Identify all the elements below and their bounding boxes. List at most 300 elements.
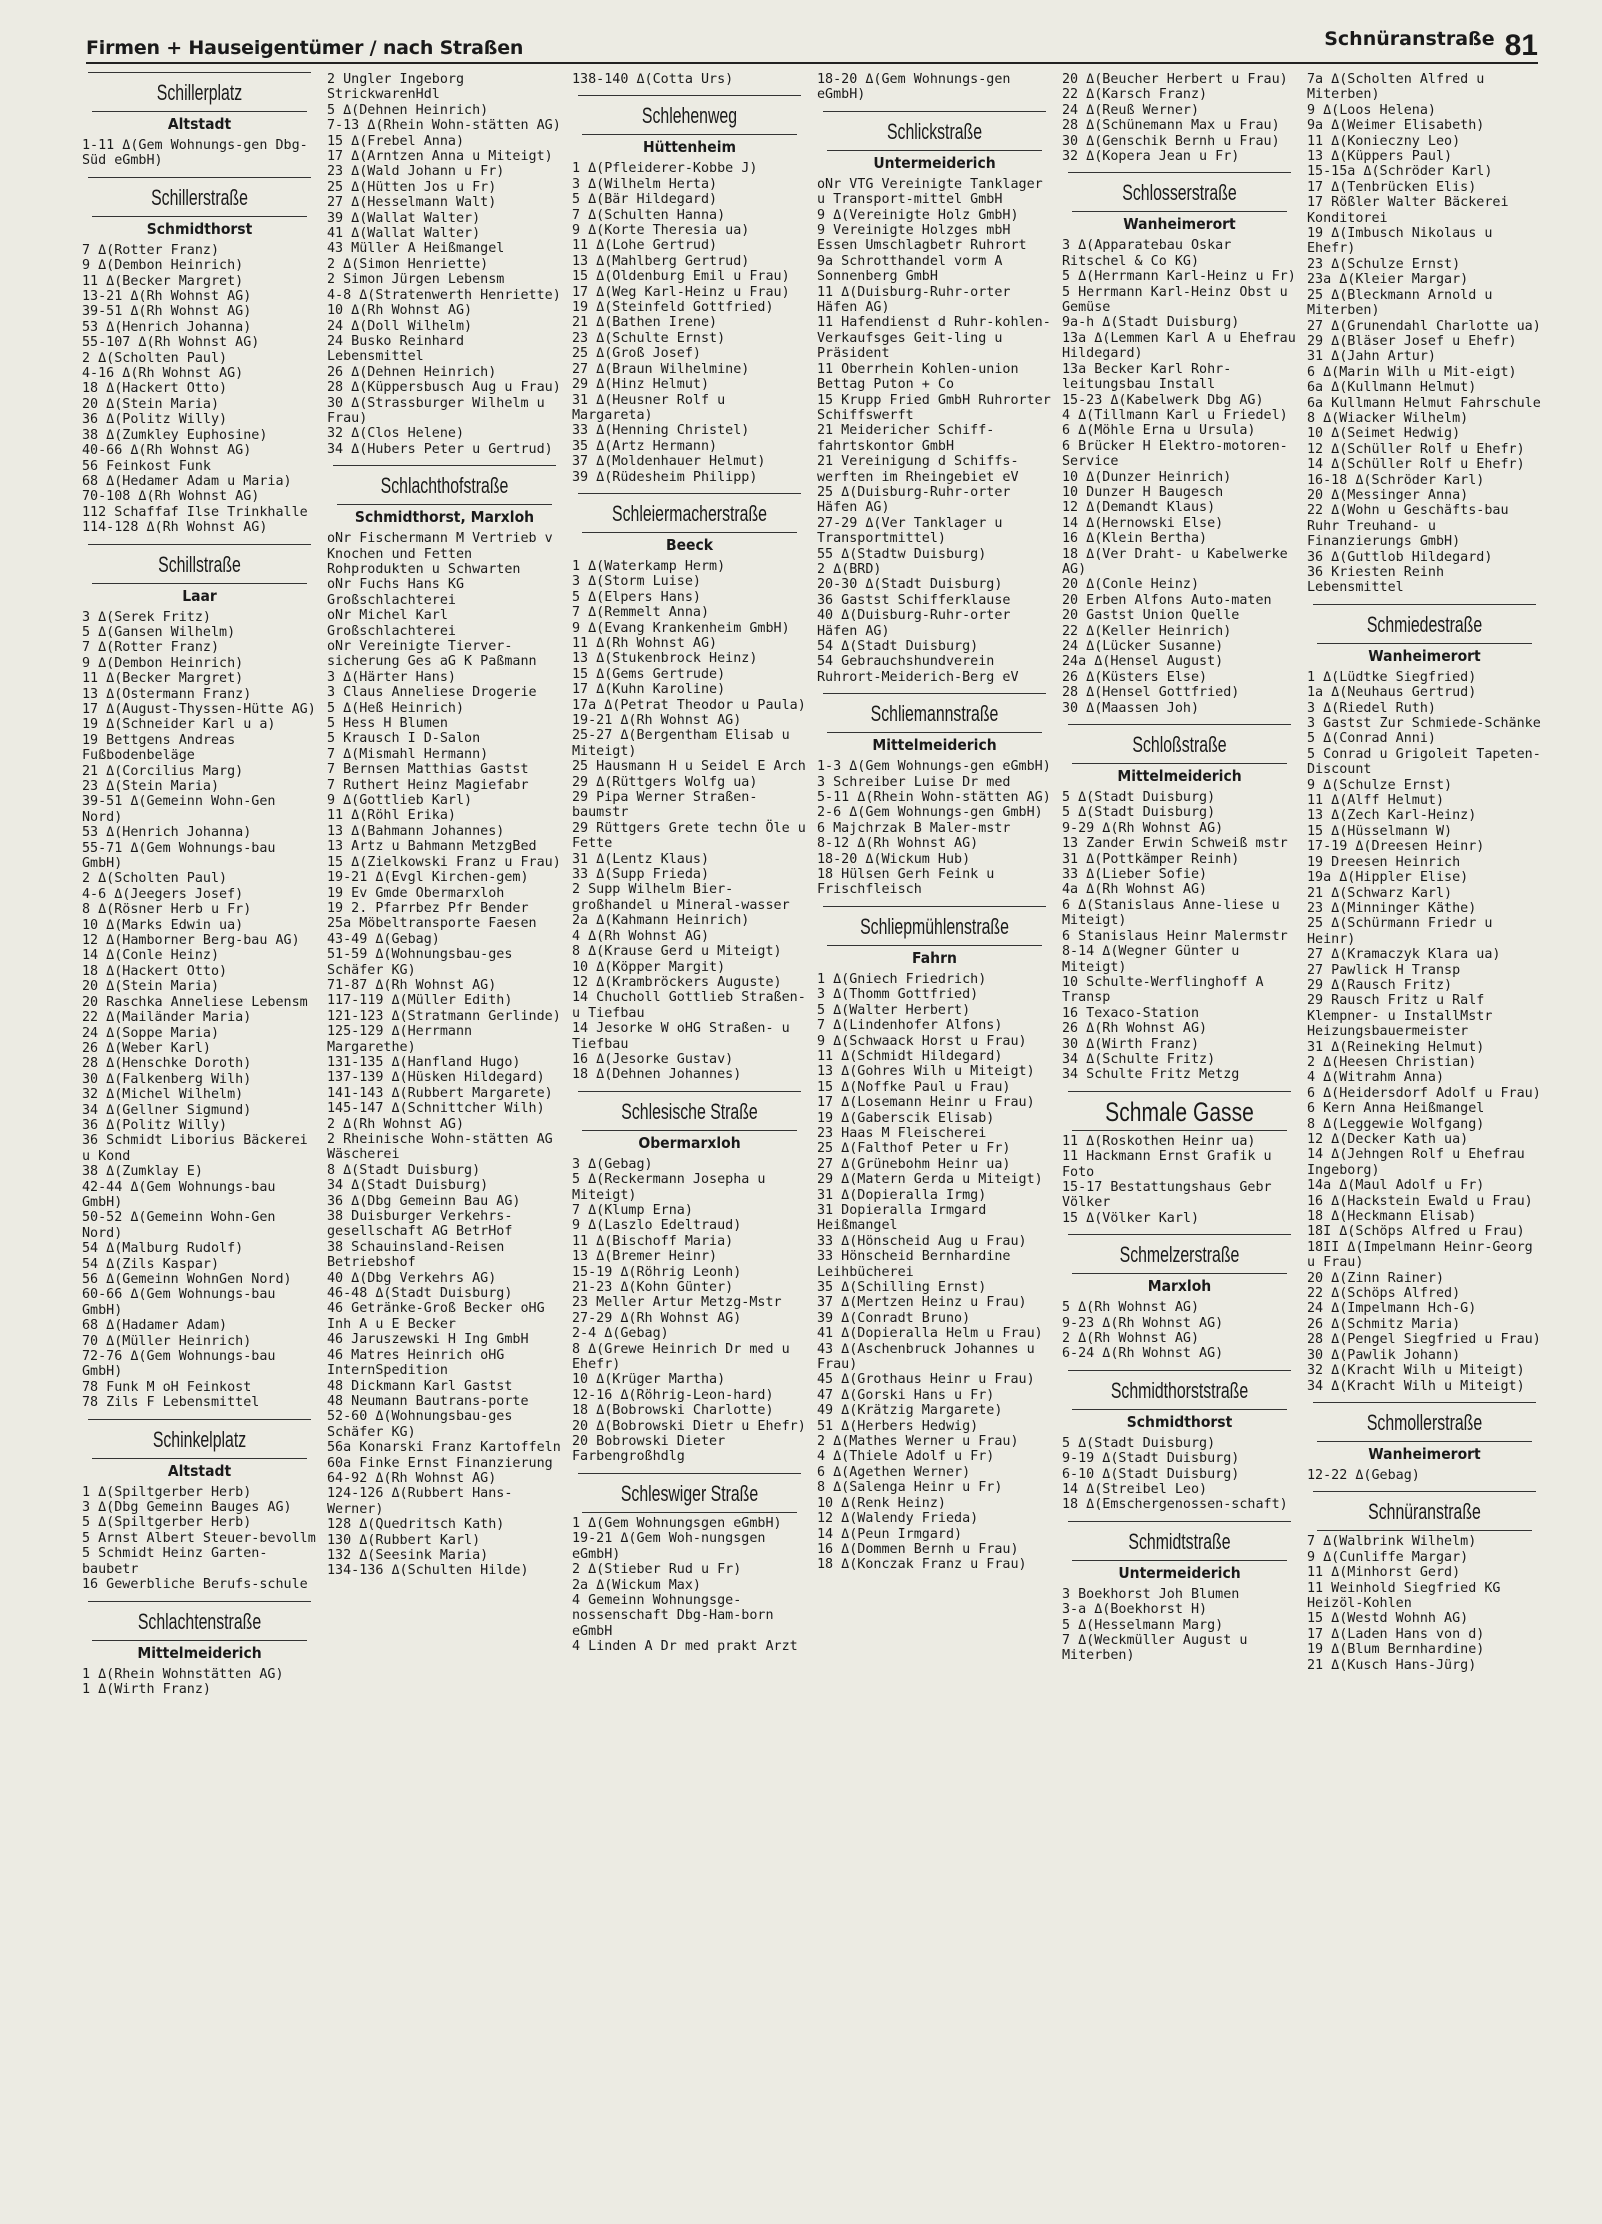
- entry: 4 Δ(Witrahm Anna): [1307, 1070, 1445, 1086]
- entry: 31 Δ(Lentz Klaus): [572, 851, 710, 867]
- entry: 13 Δ(Küppers Paul): [1307, 149, 1453, 165]
- entry-list: [1307, 1468, 1542, 1483]
- entry: 39 Δ(Rüdesheim Philipp): [572, 469, 758, 485]
- entry: 55 Δ(Stadtw Duisburg): [817, 546, 987, 562]
- entry: 29 Δ(Bläser Josef u Ehefr): [1307, 333, 1517, 349]
- entry: 12 Δ(Hamborner Berg-bau AG): [82, 933, 300, 949]
- entry: 56a Konarski Franz Kartoffeln: [327, 1440, 561, 1456]
- entry: 6 Δ(Möhle Erna u Ursula): [1062, 423, 1256, 439]
- entry: 3 Δ(Gebag): [572, 1156, 653, 1172]
- district-name: Fahrn: [912, 948, 957, 967]
- entry: 27-29 Δ(Ver Tanklager u Transportmittel): [817, 515, 1011, 547]
- entry: 24 Δ(Lücker Susanne): [1062, 639, 1224, 654]
- entry: 16-18 Δ(Schröder Karl): [1307, 472, 1485, 488]
- district-name: Altstadt: [167, 115, 232, 133]
- entry: 4 Gemeinn Wohnungsge-nossenschaft Dbg-Ham-born eGmbH: [572, 1592, 782, 1639]
- entry: 29 Pipa Werner Straßen-baumstr: [572, 790, 758, 821]
- entry: 137-139 Δ(Hüsken Hildegard): [327, 1070, 545, 1086]
- entry: 11 Δ(Becker Margret): [82, 273, 244, 289]
- entry: 9a-h Δ(Stadt Duisburg): [1062, 315, 1240, 331]
- entry-list: [1307, 72, 1542, 596]
- entry: 24 Busko Reinhard Lebensmittel: [327, 333, 473, 365]
- divider: [92, 1458, 307, 1459]
- entry: 7a Δ(Scholten Alfred u Miterben): [1307, 72, 1493, 103]
- entry: 72-76 Δ(Gem Wohnungs-bau GmbH): [82, 1349, 284, 1380]
- street-block: [572, 95, 807, 485]
- entry: 7 Δ(Remmelt Anna): [572, 605, 710, 621]
- entry: 121-123 Δ(Stratmann Gerlinde): [327, 1008, 561, 1024]
- entry: 19 Bettgens Andreas Fußbodenbeläge: [82, 732, 244, 764]
- entry: 10 Δ(Renk Heinz): [817, 1495, 946, 1511]
- entry: 34 Δ(Schulte Fritz): [1062, 1051, 1216, 1067]
- entry: 20 Gastst Union Quelle: [1062, 608, 1240, 624]
- entry: 9 Δ(Dembon Heinrich): [82, 655, 244, 671]
- street-block: [327, 72, 562, 457]
- entry: 37 Δ(Moldenhauer Helmut): [572, 454, 766, 470]
- entry: 7 Δ(Mismahl Hermann): [327, 746, 489, 762]
- street-name: Schmelzerstraße: [1119, 1242, 1240, 1268]
- entry: 11 Hafendienst d Ruhr-kohlen-Verkaufsges Geit-ling u Präsident: [817, 315, 1051, 362]
- entry: 60a Finke Ernst Finanzierung: [327, 1455, 553, 1471]
- entry: 9 Δ(Laszlo Edeltraud): [572, 1218, 742, 1234]
- entry: 7 Δ(Klump Erna): [572, 1202, 693, 1218]
- street-name: Schlosserstraße: [1122, 180, 1237, 206]
- entry: 34 Δ(Gellner Sigmund): [82, 1102, 252, 1118]
- entry: 34 Δ(Kracht Wilh u Miteigt): [1307, 1378, 1525, 1394]
- entry: 2 Rheinische Wohn-stätten AG Wäscherei: [327, 1132, 561, 1163]
- entry: 26 Δ(Küsters Else): [1062, 669, 1208, 685]
- entry: 20 Δ(Beucher Herbert u Frau): [1062, 72, 1288, 87]
- entry: 31 Dopieralla Irmgard Heißmangel: [817, 1202, 995, 1234]
- street-name: Schlachthofstraße: [380, 473, 509, 499]
- street-name: Schloßstraße: [1132, 732, 1227, 758]
- entry: 11 Weinhold Siegfried KG Heizöl-Kohlen: [1307, 1580, 1509, 1611]
- entry: 3-a Δ(Boekhorst H): [1062, 1602, 1208, 1618]
- header-right: [1324, 26, 1538, 62]
- entry-list: [1062, 1300, 1297, 1362]
- entry: 68 Δ(Hedamer Adam u Maria): [82, 473, 292, 489]
- entry: 2 Δ(Simon Henriette): [327, 256, 489, 272]
- entry: 9 Δ(Korte Theresia ua): [572, 223, 750, 239]
- entry: 18 Δ(Hackert Otto): [82, 381, 228, 397]
- entry: 70-108 Δ(Rh Wohnst AG): [82, 489, 260, 505]
- entry: 33 Δ(Hönscheid Aug u Frau): [817, 1233, 1027, 1249]
- entry: 8 Δ(Wiacker Wilhelm): [1307, 410, 1469, 426]
- entry: 15 Δ(Gems Gertrude): [572, 666, 726, 682]
- divider: [1317, 1530, 1532, 1531]
- entry: 22 Δ(Mailänder Maria): [82, 1010, 252, 1026]
- entry: 35 Δ(Schilling Ernst): [817, 1280, 987, 1295]
- entry: 14a Δ(Maul Adolf u Fr): [1307, 1178, 1485, 1194]
- entry: 24 Δ(Impelmann Hch-G): [1307, 1301, 1477, 1317]
- entry: 2 Δ(Heesen Christian): [1307, 1054, 1477, 1070]
- divider: [92, 216, 307, 217]
- divider: [1313, 1491, 1536, 1492]
- divider: [92, 1640, 307, 1641]
- entry-list: [82, 1485, 317, 1593]
- entry-list: [572, 558, 814, 1083]
- street-block: [1062, 1370, 1297, 1513]
- entry: 17-19 Δ(Dreesen Heinr): [1307, 839, 1485, 855]
- entry-list: [327, 72, 562, 457]
- entry: 20-30 Δ(Stadt Duisburg): [817, 577, 1003, 593]
- entry: 14 Δ(Peun Irmgard): [817, 1526, 963, 1542]
- entry: 17 Δ(Tenbrücken Elis): [1307, 179, 1477, 195]
- entry: 10 Dunzer H Baugesch: [1062, 484, 1224, 500]
- divider: [1317, 1441, 1532, 1442]
- entry: 22 Δ(Keller Heinrich): [1062, 623, 1232, 639]
- entry: 12 Δ(Decker Kath ua): [1307, 1132, 1469, 1147]
- entry: 38 Schauinsland-Reisen Betriebshof: [327, 1239, 513, 1271]
- entry: 2-6 Δ(Gem Wohnungs-gen GmbH): [817, 805, 1043, 821]
- district-name: Wanheimerort: [1368, 646, 1481, 665]
- entry: 6 Kern Anna Heißmangel: [1307, 1101, 1485, 1117]
- entry: 12 Δ(Krambröckers Auguste): [572, 974, 782, 990]
- entry: 9-19 Δ(Stadt Duisburg): [1062, 1451, 1240, 1467]
- entry: 10 Δ(Köpper Margit): [572, 959, 726, 975]
- entry: 23 Δ(Minninger Käthe): [1307, 900, 1477, 916]
- column-6: [1307, 70, 1542, 2210]
- entry: 9-29 Δ(Rh Wohnst AG): [1062, 820, 1224, 836]
- street-block: [327, 465, 562, 1579]
- street-block: [82, 544, 317, 1411]
- directory-columns: [82, 70, 1542, 2210]
- entry: 14 Δ(Streibel Leo): [1062, 1482, 1208, 1498]
- entry: 9 Δ(Schulze Ernst): [1307, 777, 1453, 793]
- entry: 5 Schmidt Heinz Garten-baubetr: [82, 1546, 268, 1577]
- divider: [578, 1091, 801, 1092]
- entry: 6 Δ(Marin Wilh u Mit-eigt): [1307, 364, 1517, 380]
- entry: 30 Δ(Strassburger Wilhelm u Frau): [327, 395, 553, 426]
- entry: 40 Δ(Duisburg-Ruhr-orter Häfen AG): [817, 608, 1019, 639]
- entry: 5-11 Δ(Rhein Wohn-stätten AG): [817, 790, 1051, 806]
- entry: 11 Δ(Bischoff Maria): [572, 1233, 734, 1249]
- entry: 6 Δ(Stanislaus Anne-liese u Miteigt): [1062, 897, 1288, 929]
- entry: 125-129 Δ(Herrmann Margarethe): [327, 1024, 481, 1055]
- entry: 30 Δ(Pawlik Johann): [1307, 1347, 1461, 1363]
- entry: 28 Δ(Pengel Siegfried u Frau): [1307, 1332, 1541, 1348]
- column-3: [572, 70, 814, 2210]
- entry: 117-119 Δ(Müller Edith): [327, 993, 513, 1009]
- entry: 19a Δ(Hippler Elise): [1307, 870, 1469, 886]
- entry: 36 Δ(Guttlob Hildegard): [1307, 549, 1493, 565]
- entry: 15 Δ(Völker Karl): [1062, 1210, 1200, 1226]
- entry: 51 Δ(Herbers Hedwig): [817, 1418, 979, 1434]
- entry: 7 Δ(Walbrink Wilhelm): [1307, 1534, 1477, 1550]
- entry: 43 Δ(Aschenbruck Johannes u Frau): [817, 1341, 1043, 1373]
- entry: 2 Simon Jürgen Lebensm: [327, 272, 505, 288]
- entry: 7 Δ(Lindenhofer Alfons): [817, 1018, 1003, 1034]
- divider: [582, 532, 797, 533]
- divider: [827, 732, 1042, 733]
- entry: 55-71 Δ(Gem Wohnungs-bau GmbH): [82, 840, 284, 872]
- street-block: [817, 906, 1052, 1573]
- entry: 20 Δ(Stein Maria): [82, 979, 220, 995]
- district-name: Wanheimerort: [1123, 215, 1236, 234]
- entry: 9 Δ(Dembon Heinrich): [82, 258, 244, 274]
- street-name: Schmiedestraße: [1366, 611, 1483, 637]
- entry: 11 Δ(Becker Margret): [82, 671, 244, 687]
- entry: 28 Δ(Hensel Gottfried): [1062, 685, 1240, 701]
- entry: 25 Hausmann H u Seidel E Arch: [572, 759, 806, 775]
- entry: 53 Δ(Henrich Johanna): [82, 825, 252, 841]
- entry: 17 Δ(August-Thyssen-Hütte AG): [82, 701, 316, 717]
- entry: 6-24 Δ(Rh Wohnst AG): [1062, 1346, 1224, 1362]
- entry: 19 2. Pfarrbez Pfr Bender: [327, 900, 529, 916]
- column-4: [817, 70, 1059, 2210]
- entry: 5 Conrad u Grigoleit Tapeten-Discount: [1307, 746, 1541, 778]
- entry: 13 Artz u Bahmann MetzgBed: [327, 839, 537, 855]
- entry: 2 Supp Wilhelm Bier-großhandel u Mineral-wasser: [572, 882, 790, 913]
- entry: 128 Δ(Quedritsch Kath): [327, 1517, 505, 1533]
- divider: [578, 95, 801, 96]
- entry: 46 Getränke-Groß Becker oHG Inh A u E Becker: [327, 1301, 553, 1332]
- page-header: [86, 28, 1538, 64]
- entry: 31 Δ(Heusner Rolf u Margareta): [572, 392, 734, 423]
- entry: 5 Δ(Hesselmann Marg): [1062, 1617, 1224, 1633]
- entry: 10 Schulte-Werflinghoff A Transp: [1062, 974, 1272, 1006]
- street-block: [1307, 1491, 1542, 1673]
- entry: 21 Δ(Kusch Hans-Jürg): [1307, 1657, 1477, 1673]
- entry: 5 Δ(Reckermann Josepha u Miteigt): [572, 1172, 774, 1203]
- entry: 2 Δ(Stieber Rud u Fr): [572, 1562, 742, 1578]
- entry: 16 Texaco-Station: [1062, 1005, 1200, 1021]
- entry: 17 Δ(Losemann Heinr u Frau): [817, 1095, 1035, 1111]
- entry: 25a Möbeltransporte Faesen: [327, 916, 537, 932]
- divider: [337, 504, 552, 505]
- entry: 14 Jesorke W oHG Straßen- u Tiefbau: [572, 1021, 798, 1052]
- entry: 26 Δ(Weber Karl): [82, 1040, 211, 1056]
- divider: [1072, 211, 1287, 212]
- entry: 48 Neumann Bautrans-porte: [327, 1393, 529, 1409]
- entry: 15-19 Δ(Röhrig Leonh): [572, 1264, 742, 1280]
- street-block: [1307, 72, 1542, 596]
- street-name: Schmidthorststraße: [1110, 1377, 1249, 1403]
- entry: 17 Δ(Weg Karl-Heinz u Frau): [572, 284, 790, 300]
- entry: 23 Meller Artur Metzg-Mstr: [572, 1295, 782, 1311]
- entry: 24 Δ(Reuß Werner): [1062, 102, 1200, 118]
- entry: 4 Linden A Dr med prakt Arzt: [572, 1639, 798, 1655]
- entry: 5 Δ(Elpers Hans): [572, 589, 701, 605]
- divider: [823, 693, 1046, 694]
- entry: 23 Δ(Wald Johann u Fr): [327, 164, 505, 180]
- entry: 7 Ruthert Heinz Magiefabr: [327, 777, 529, 793]
- entry: 2a Δ(Kahmann Heinrich): [572, 913, 750, 929]
- street-block: [82, 1419, 317, 1593]
- divider: [1068, 172, 1291, 173]
- entry: 3 Δ(Dbg Gemeinn Bauges AG): [82, 1500, 292, 1516]
- entry: 15 Δ(Hüsselmann W): [1307, 823, 1453, 839]
- divider: [1068, 1091, 1291, 1092]
- entry: 13 Δ(Gohres Wilh u Miteigt): [817, 1064, 1035, 1080]
- entry-list: [572, 161, 807, 485]
- entry: 9 Δ(Cunliffe Margar): [1307, 1549, 1469, 1565]
- entry: 36 Δ(Dbg Gemeinn Bau AG): [327, 1193, 521, 1209]
- entry: 25 Δ(Hütten Jos u Fr): [327, 179, 497, 195]
- entry: 8 Δ(Leggewie Wolfgang): [1307, 1116, 1485, 1132]
- entry-list: [1062, 1436, 1297, 1513]
- entry: 31 Δ(Reineking Helmut): [1307, 1039, 1485, 1055]
- entry: 50-52 Δ(Gemeinn Wohn-Gen Nord): [82, 1210, 284, 1241]
- entry: 56 Δ(Gemeinn WohnGen Nord): [82, 1272, 292, 1287]
- entry: 2 Δ(Scholten Paul): [82, 871, 228, 887]
- entry: 4a Δ(Rh Wohnst AG): [1062, 882, 1208, 898]
- entry: 22 Δ(Wohn u Geschäfts-bau Ruhr Treuhand- u Finanzierungs GmbH): [1307, 503, 1517, 550]
- district-name: Laar: [182, 586, 217, 605]
- entry: 13 Zander Erwin Schweiß mstr: [1062, 836, 1288, 852]
- street-name: Schliepmühlenstraße: [860, 913, 1009, 939]
- entry: 39 Δ(Conradt Bruno): [817, 1310, 971, 1326]
- entry: 2 Δ(Rh Wohnst AG): [327, 1116, 465, 1132]
- divider: [578, 1473, 801, 1474]
- entry-list: [817, 972, 1052, 1573]
- entry: 3 Gastst Zur Schmiede-Schänke: [1307, 716, 1541, 732]
- entry: 8 Δ(Krause Gerd u Miteigt): [572, 944, 782, 960]
- divider: [823, 111, 1046, 112]
- entry: 1 Δ(Lüdtke Siegfried): [1307, 669, 1477, 685]
- entry: 3 Claus Anneliese Drogerie: [327, 685, 537, 701]
- entry: 13 Δ(Stukenbrock Heinz): [572, 651, 758, 667]
- district-name: Schmidthorst: [146, 219, 253, 238]
- entry: 11 Δ(Lohe Gertrud): [572, 238, 718, 254]
- entry-list: [82, 138, 317, 169]
- entry: 54 Δ(Malburg Rudolf): [82, 1241, 244, 1257]
- divider: [1072, 1130, 1287, 1131]
- entry: 12 Δ(Demandt Klaus): [1062, 500, 1216, 516]
- entry: 4 Δ(Rh Wohnst AG): [572, 928, 710, 944]
- entry: 11 Δ(Duisburg-Ruhr-orter Häfen AG): [817, 284, 1019, 316]
- divider: [1072, 1409, 1287, 1410]
- street-block: [1062, 724, 1297, 1083]
- district-name: Schmidthorst: [1126, 1412, 1233, 1431]
- entry: 20 Δ(Zinn Rainer): [1307, 1270, 1445, 1286]
- entry-list: [572, 1157, 807, 1465]
- entry: 7 Δ(Weckmüller August u Miterben): [1062, 1633, 1256, 1664]
- entry: 46 Matres Heinrich oHG InternSpedition: [327, 1347, 513, 1379]
- entry: 39-51 Δ(Gemeinn Wohn-Gen Nord): [82, 794, 284, 825]
- entry: 15 Krupp Fried GmbH Ruhrorter Schiffswerft: [817, 392, 1059, 423]
- street-block: [817, 693, 1052, 898]
- entry: 4 Δ(Tillmann Karl u Friedel): [1062, 407, 1288, 423]
- entry: 9a Schrotthandel vorm A Sonnenberg GmbH: [817, 253, 1011, 285]
- entry: 40-66 Δ(Rh Wohnst AG): [82, 443, 252, 459]
- entry: 27 Δ(Grünebohm Heinr ua): [817, 1156, 1011, 1172]
- entry: 3 Δ(Härter Hans): [327, 669, 456, 685]
- entry: 38 Δ(Zumklay E): [82, 1164, 203, 1180]
- divider: [88, 1601, 311, 1602]
- entry: 18 Hülsen Gerh Feink u Frischfleisch: [817, 867, 1003, 898]
- entry: 24a Δ(Hensel August): [1062, 654, 1224, 670]
- entry: 29 Rüttgers Grete techn Öle u Fette: [572, 820, 814, 852]
- street-block: [1307, 604, 1542, 1394]
- entry: 29 Δ(Hinz Helmut): [572, 377, 710, 393]
- entry: 46-48 Δ(Stadt Duisburg): [327, 1286, 513, 1302]
- street-block: [1307, 1402, 1542, 1483]
- entry: 24 Δ(Soppe Maria): [82, 1025, 220, 1041]
- street-name: Schleswiger Straße: [620, 1480, 759, 1506]
- entry: 7 Bernsen Matthias Gastst: [327, 762, 529, 778]
- entry: 27 Δ(Grunendahl Charlotte ua): [1307, 318, 1541, 334]
- entry: 11 Δ(Schmidt Hildegard): [817, 1048, 1003, 1064]
- entry: 145-147 Δ(Schnittcher Wilh): [327, 1101, 545, 1117]
- entry: 34 Δ(Stadt Duisburg): [327, 1178, 489, 1194]
- entry: 4-16 Δ(Rh Wohnst AG): [82, 366, 244, 382]
- entry: 27 Pawlick H Transp: [1307, 962, 1461, 978]
- entry: 19-21 Δ(Rh Wohnst AG): [572, 713, 742, 728]
- entry: 3 Δ(Apparatebau Oskar Ritschel & Co KG): [1062, 238, 1240, 269]
- entry: 23 Δ(Stein Maria): [82, 779, 220, 794]
- entry: 8 Δ(Grewe Heinrich Dr med u Ehefr): [572, 1341, 798, 1373]
- entry: 132 Δ(Seesink Maria): [327, 1547, 489, 1563]
- entry: 18 Δ(Hackert Otto): [82, 963, 228, 979]
- entry: 15 Δ(Frebel Anna): [327, 133, 465, 149]
- entry: 5 Δ(Gansen Wilhelm): [82, 624, 236, 640]
- entry: 56 Feinkost Funk: [82, 458, 211, 474]
- entry: 28 Δ(Küppersbusch Aug u Frau): [327, 380, 561, 396]
- district-name: Untermeiderich: [873, 153, 996, 172]
- entry: 6a Kullmann Helmut Fahrschule: [1307, 395, 1541, 411]
- entry: 6 Stanislaus Heinr Malermstr: [1062, 928, 1288, 944]
- entry: 13 Δ(Mahlberg Gertrud): [572, 253, 750, 269]
- divider: [88, 177, 311, 178]
- entry: 19 Δ(Imbusch Nikolaus u Ehefr): [1307, 226, 1501, 257]
- entry: 18 Δ(Bobrowski Charlotte): [572, 1403, 774, 1419]
- entry: 29 Rausch Fritz u Ralf Klempner- u InstallMstr Heizungsbauermeister: [1307, 993, 1501, 1040]
- entry: 26 Δ(Dehnen Heinrich): [327, 364, 497, 380]
- entry: 20 Δ(Conle Heinz): [1062, 577, 1200, 593]
- entry: 5 Δ(Conrad Anni): [1307, 731, 1436, 747]
- entry: 28 Δ(Schünemann Max u Frau): [1062, 118, 1280, 134]
- entry: 78 Funk M oH Feinkost: [82, 1379, 252, 1395]
- street-name: Schlehenweg: [641, 103, 738, 129]
- column-5: [1062, 70, 1304, 2210]
- entry: 18 Δ(Dehnen Johannes): [572, 1067, 742, 1083]
- entry: 21 Δ(Corcilius Marg): [82, 763, 244, 779]
- divider: [827, 150, 1042, 151]
- divider: [1068, 1370, 1291, 1371]
- entry: 13 Δ(Zech Karl-Heinz): [1307, 808, 1477, 824]
- entry-list: [1062, 72, 1297, 164]
- entry: 27 Δ(Braun Wilhelmine): [572, 361, 750, 377]
- entry: 5 Δ(Rh Wohnst AG): [1062, 1300, 1200, 1316]
- entry: 114-128 Δ(Rh Wohnst AG): [82, 520, 268, 536]
- entry: 16 Δ(Hackstein Ewald u Frau): [1307, 1193, 1533, 1209]
- entry: 20 Raschka Anneliese Lebensm: [82, 994, 308, 1010]
- entry: 43-49 Δ(Gebag): [327, 931, 440, 947]
- entry: 14 Δ(Conle Heinz): [82, 948, 220, 964]
- entry: 3 Boekhorst Joh Blumen: [1062, 1586, 1240, 1602]
- entry: 19 Δ(Steinfeld Gottfried): [572, 300, 774, 316]
- entry-list: [1062, 1134, 1297, 1226]
- entry: 21 Δ(Bathen Irene): [572, 315, 718, 331]
- entry: 21-23 Δ(Kohn Günter): [572, 1280, 734, 1295]
- entry: 13a Δ(Lemmen Karl A u Ehefrau Hildegard): [1062, 330, 1304, 362]
- entry: 5 Δ(Stadt Duisburg): [1062, 790, 1216, 806]
- street-block: [572, 72, 807, 87]
- entry: 18I Δ(Schöps Alfred u Frau): [1307, 1224, 1525, 1240]
- entry-list: [82, 610, 317, 1411]
- entry: 27-29 Δ(Rh Wohnst AG): [572, 1310, 742, 1326]
- entry: 68 Δ(Hadamer Adam): [82, 1318, 228, 1334]
- entry: 3 Δ(Thomm Gottfried): [817, 987, 979, 1003]
- entry: 5 Hess H Blumen: [327, 716, 448, 732]
- entry: 20 Erben Alfons Auto-maten: [1062, 592, 1272, 608]
- entry: 20 Δ(Bobrowski Dietr u Ehefr): [572, 1418, 806, 1434]
- entry: 19 Dreesen Heinrich: [1307, 854, 1461, 870]
- entry: 21 Vereinigung d Schiffs-werften im Rheingebiet eV: [817, 454, 1019, 485]
- district-name: Mittelmeiderich: [1117, 767, 1242, 786]
- entry: 29 Δ(Rausch Fritz): [1307, 977, 1453, 993]
